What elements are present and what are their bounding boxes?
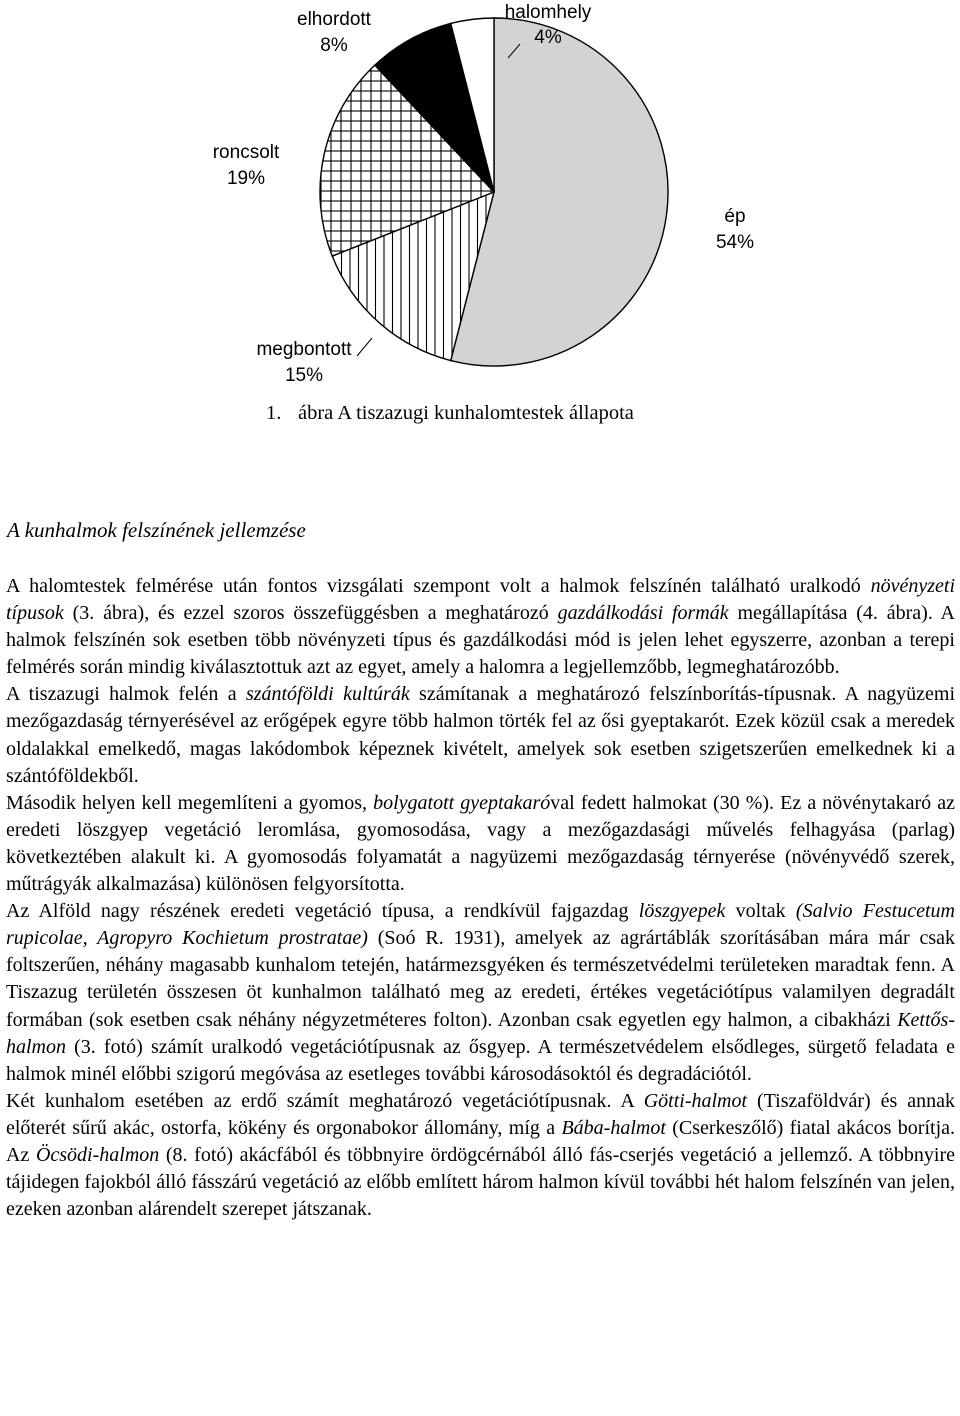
label-megbontott-pct: 15% bbox=[284, 365, 324, 386]
leader-line-megbontott bbox=[357, 338, 372, 356]
label-elhordott: elhordott bbox=[297, 9, 371, 30]
text-run: voltak bbox=[725, 900, 796, 923]
text-run: (3. fotó) számít uralkodó vegetációtípusnak az ősgyep. A természetvédelem elsődleges, sürgető feladata e halmok minél előbbi szigorú megóvása az esetleges további károsodásoktól és degradációtól. bbox=[6, 1035, 955, 1085]
italic-text: Öcsödi-halmon bbox=[35, 1143, 160, 1166]
text-run: (3. ábra), és ezzel szoros összefüggésben a meghatározó bbox=[63, 602, 558, 625]
italic-text: Bába-halmot bbox=[561, 1116, 666, 1139]
text-run: megállapítása (4. ábra). A halmok felszínén sok esetben több növényzeti típus és gazdálkodási mód is jelen lehet egyszerre, azonban a terepi felmérés során mindig kiválasztottuk azt az egyet, amely a halomra a legjellemzőbb, legmeghatározóbb. bbox=[6, 602, 955, 679]
paragraph bbox=[6, 681, 955, 789]
italic-text: szántóföldi kultúrák bbox=[245, 683, 410, 706]
italic-text: löszgyepek bbox=[638, 900, 726, 923]
text-run: (8. fotó) akácfából és többnyire ördögcérnából álló fás-cserjés vegetáció a jellemző. A többnyire tájidegen fajokból álló fásszárú vegetáció az előbb említett három halmon kívül további hét halom felszínén van jelen, ezeken azonban alárendelt szerepet játszanak. bbox=[6, 1143, 955, 1221]
paragraph bbox=[6, 790, 955, 898]
text-run: Két kunhalom esetében az erdő számít meghatározó vegetációtípusnak. A bbox=[6, 1089, 644, 1112]
label-roncsolt-pct: 19% bbox=[226, 168, 266, 189]
italic-text: Kettős-halmon bbox=[6, 1008, 955, 1058]
italic-text: gazdálkodási formák bbox=[557, 602, 729, 625]
italic-text: Götti-halmot bbox=[643, 1089, 748, 1112]
text-run: A tiszazugi halmok felén a bbox=[6, 683, 246, 706]
section-heading: A kunhalmok felszínének jellemzése bbox=[7, 518, 306, 542]
text-run: számítanak a meghatározó felszínborítás-típusnak. A nagyüzemi mezőgazdaság térnyerésével az erőgépek egyre több halmon törték fel az ősi gyeptakarót. Ezek közül csak a meredek oldalakkal emelkedő, magas lakódombok képeznek kivételt, amelyek sok esetben szigetszerűen emelkednek ki a szántóföldekből. bbox=[6, 683, 955, 787]
figure-caption bbox=[266, 402, 826, 425]
italic-text: (Salvio Festucetum rupicolae, Agropyro Kochietum prostratae) bbox=[6, 900, 955, 950]
text-run: (Tiszaföldvár) és annak előterét sűrű akác, ostorfa, kökény és orgonabokor állomány, míg a bbox=[6, 1089, 955, 1139]
paragraph bbox=[6, 573, 955, 681]
text-run: A halomtestek felmérése után fontos vizsgálati szempont volt a halmok felszínén található uralkodó bbox=[6, 575, 871, 597]
label-halomhely-pct: 4% bbox=[534, 27, 562, 48]
figure-caption-text: ábra A tiszazugi kunhalomtestek állapota bbox=[298, 402, 634, 424]
figure-number: 1. bbox=[266, 402, 282, 424]
paragraph bbox=[6, 898, 955, 1088]
text-run: Második helyen kell megemlíteni a gyomos, bbox=[6, 791, 374, 814]
label-ep: ép bbox=[724, 206, 746, 227]
italic-text: növényzeti típusok bbox=[6, 575, 955, 625]
label-roncsolt: roncsolt bbox=[212, 142, 280, 163]
text-run: (Cserkeszőlő) fiatal akácos borítja. Az bbox=[6, 1116, 956, 1166]
text-run: Az Alföld nagy részének eredeti vegetáció típusa, a rendkívül fajgazdag bbox=[6, 900, 639, 923]
italic-text: bolygatott gyeptakaró bbox=[373, 791, 551, 814]
paragraph bbox=[6, 1088, 955, 1223]
body-text bbox=[6, 573, 955, 1223]
pie-chart bbox=[0, 0, 960, 400]
label-elhordott-pct: 8% bbox=[320, 35, 348, 56]
label-ep-pct: 54% bbox=[715, 232, 755, 253]
text-run: (Soó R. 1931), amelyek az agrártáblák szorításában mára már csak foltszerűen, néhány magasabb kunhalom tetején, határmezsgyéken és természetvédelmi területeken maradtak fenn. A Tiszazug területén összesen öt kunhalmon található meg az eredeti, értékes vegetációtípus valamilyen degradált formában (sok esetben csak néhány négyzetméteres folton). Azonban csak egyetlen egy halmon, a cibakházi bbox=[6, 927, 956, 1031]
label-halomhely: halomhely bbox=[504, 2, 592, 23]
text-run: val fedett halmokat (30 %). Ez a növénytakaró az eredeti löszgyep vegetáció leromlása, gyomosodása, vagy a mezőgazdasági művelés felhagyása (parlag) következtében alakult ki. A gyomosodás folyamatát a nagyüzemi mezőgazdaság térnyerése (növényvédő szerek, műtrágyák alkalmazása) különösen felgyorsította. bbox=[6, 791, 956, 896]
label-megbontott: megbontott bbox=[256, 339, 352, 360]
